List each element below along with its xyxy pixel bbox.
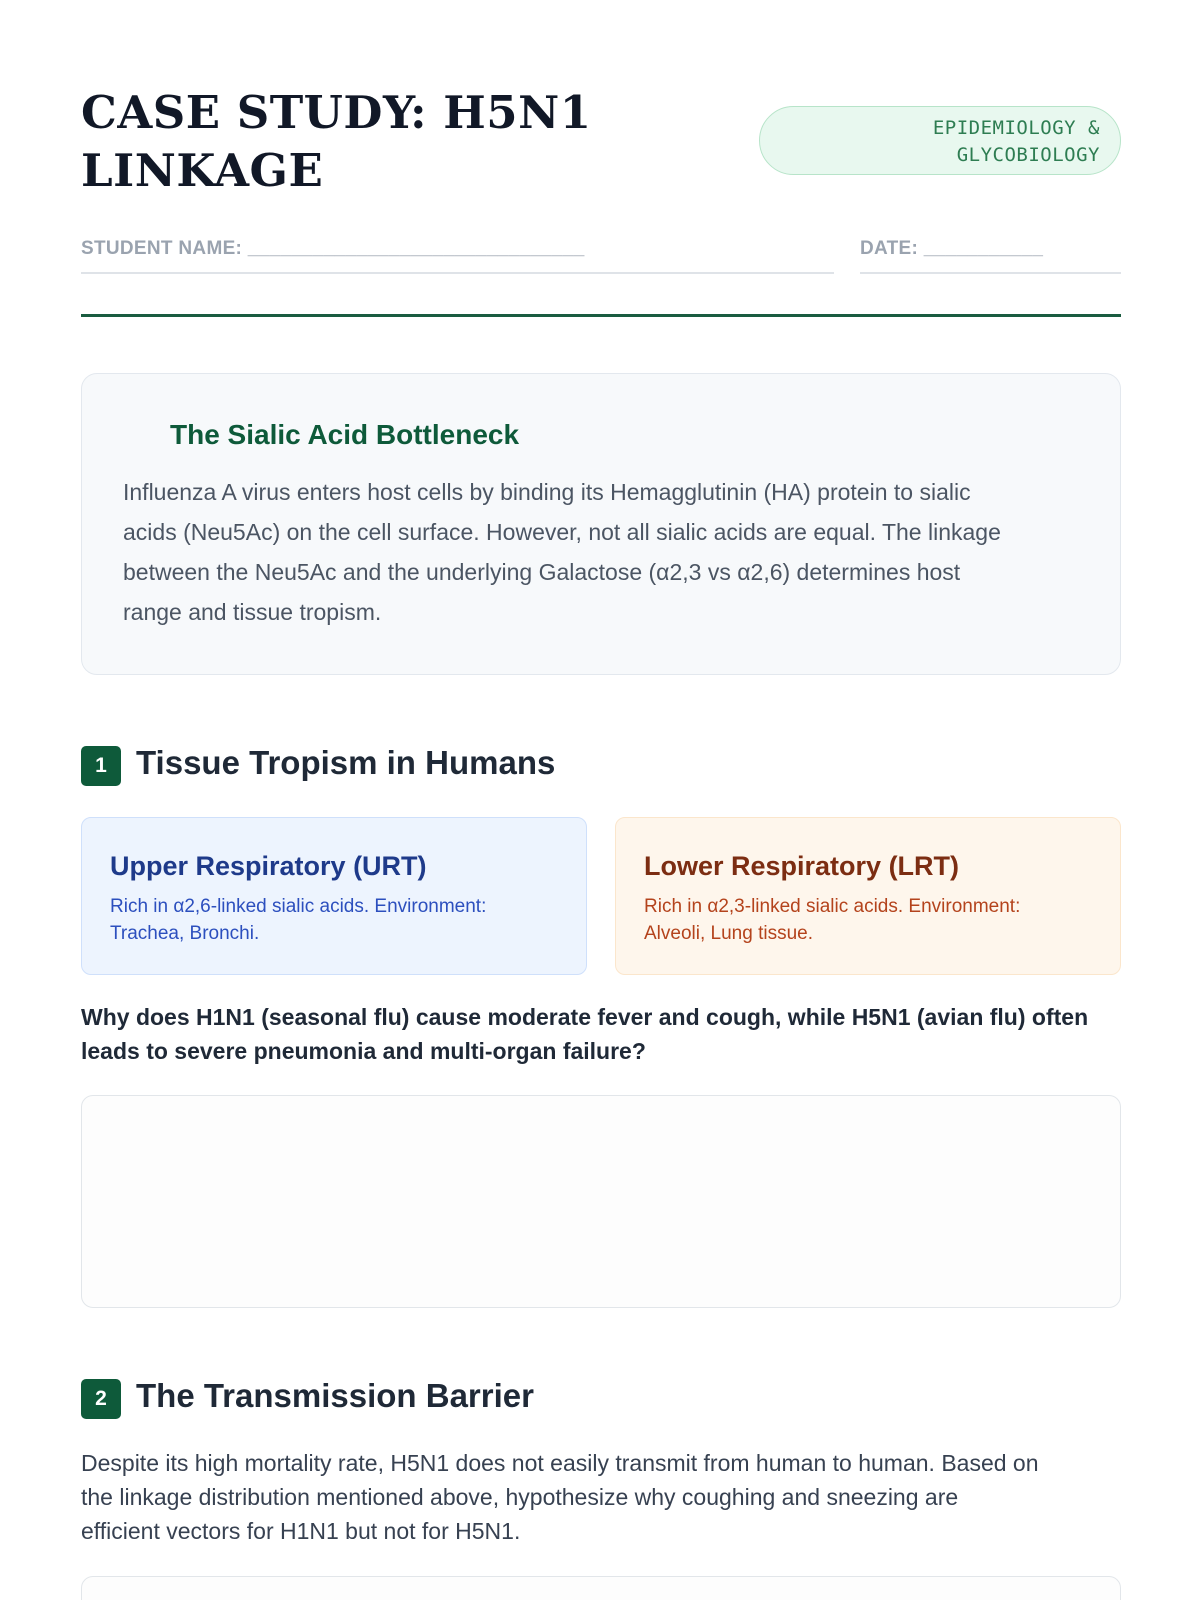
intro-text-line: Influenza A virus enters host cells by binding its Hemagglutinin (HA) protein to sialic bbox=[123, 479, 971, 505]
prompt-line: the linkage distribution mentioned above, hypothesize why coughing and sneezing are bbox=[81, 1484, 959, 1510]
page-title bbox=[81, 84, 701, 200]
subject-tag bbox=[759, 106, 1121, 175]
intro-box bbox=[81, 373, 1121, 675]
subject-tag-line-2: GLYCOBIOLOGY bbox=[956, 144, 1100, 166]
lrt-card-text-line: Alveoli, Lung tissue. bbox=[644, 923, 813, 944]
urt-card bbox=[81, 817, 587, 975]
section-number-badge: 2 bbox=[81, 1379, 121, 1419]
intro-text-line: acids (Neu5Ac) on the cell surface. However, not all sialic acids are equal. The linkage bbox=[123, 519, 1001, 545]
intro-text-line: range and tissue tropism. bbox=[123, 599, 382, 625]
section-2-title: The Transmission Barrier bbox=[136, 1377, 534, 1414]
section-1-heading bbox=[81, 746, 1121, 788]
section-1-question bbox=[81, 1000, 1126, 1068]
lrt-card bbox=[615, 817, 1121, 975]
section-number-badge: 1 bbox=[81, 746, 121, 786]
title-line-1: CASE STUDY: H5N1 bbox=[81, 86, 592, 139]
intro-text-line: between the Neu5Ac and the underlying Galactose (α2,3 vs α2,6) determines host bbox=[123, 559, 961, 585]
header-divider bbox=[81, 314, 1121, 317]
urt-card-text-line: Rich in α2,6-linked sialic acids. Environment: bbox=[110, 896, 487, 917]
student-name-field[interactable]: STUDENT NAME: _______________________________ bbox=[81, 238, 834, 274]
worksheet-header bbox=[81, 84, 1121, 204]
student-info-fields bbox=[81, 238, 1121, 274]
urt-card-text bbox=[110, 893, 559, 947]
section-1-answer-box[interactable] bbox=[81, 1095, 1121, 1308]
section-1-title: Tissue Tropism in Humans bbox=[136, 744, 556, 781]
question-line: leads to severe pneumonia and multi-organ failure? bbox=[81, 1038, 646, 1064]
lrt-card-text bbox=[644, 893, 1093, 947]
section-2-answer-box[interactable] bbox=[81, 1576, 1121, 1600]
prompt-line: efficient vectors for H1N1 but not for H5N1. bbox=[81, 1518, 521, 1544]
urt-card-text-line: Trachea, Bronchi. bbox=[110, 923, 260, 944]
urt-card-title: Upper Respiratory (URT) bbox=[110, 851, 427, 881]
intro-title: The Sialic Acid Bottleneck bbox=[170, 419, 520, 450]
question-line: Why does H1N1 (seasonal flu) cause moderate fever and cough, while H5N1 (avian flu) often bbox=[81, 1004, 1089, 1030]
subject-tag-line-1: EPIDEMIOLOGY & bbox=[932, 117, 1100, 139]
section-2-heading bbox=[81, 1379, 1121, 1421]
section-2-prompt bbox=[81, 1446, 1121, 1548]
prompt-line: Despite its high mortality rate, H5N1 does not easily transmit from human to human. Based on bbox=[81, 1450, 1039, 1476]
lrt-card-text-line: Rich in α2,3-linked sialic acids. Environment: bbox=[644, 896, 1021, 917]
date-field[interactable]: DATE: ___________ bbox=[860, 238, 1121, 274]
lrt-card-title: Lower Respiratory (LRT) bbox=[644, 851, 960, 881]
title-line-2: LINKAGE bbox=[81, 144, 324, 197]
intro-text bbox=[123, 472, 1083, 632]
